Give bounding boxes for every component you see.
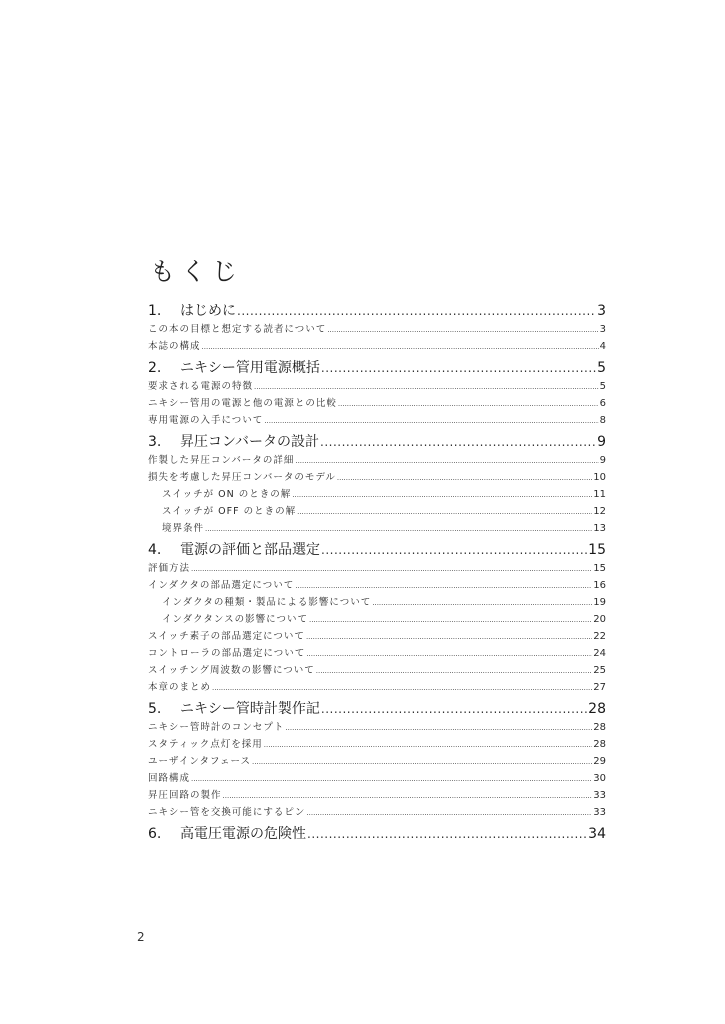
- toc-label: インダクタの部品選定について: [148, 580, 295, 591]
- table-of-contents: [148, 298, 606, 844]
- toc-label: スイッチが ON のときの解: [162, 489, 292, 500]
- dot-leader: [309, 616, 592, 624]
- chapter-number: 5.: [148, 701, 162, 717]
- toc-section[interactable]: [148, 628, 606, 645]
- dot-leader: [321, 702, 587, 716]
- dot-leader: [306, 809, 592, 817]
- toc-label: スイッチング周波数の影響について: [148, 665, 315, 676]
- toc-page: 16: [593, 580, 606, 591]
- toc-label: スタティック点灯を採用: [148, 739, 263, 750]
- toc-page: 9: [599, 455, 606, 466]
- toc-section[interactable]: [148, 662, 606, 679]
- dot-leader: [306, 633, 592, 641]
- toc-page: 3: [599, 324, 606, 335]
- dot-leader: [306, 650, 592, 658]
- toc-label: 電源の評価と部品選定: [180, 542, 320, 558]
- dot-leader: [202, 343, 599, 351]
- toc-chapter-2[interactable]: [148, 357, 606, 378]
- toc-page: 28: [593, 739, 606, 750]
- toc-label: スイッチが OFF のときの解: [162, 506, 297, 517]
- toc-section[interactable]: [148, 577, 606, 594]
- page-title: もくじ: [150, 257, 244, 286]
- dot-leader: [191, 775, 592, 783]
- toc-subsection[interactable]: [148, 486, 606, 503]
- toc-page: 15: [588, 542, 606, 558]
- toc-subsection[interactable]: [148, 594, 606, 611]
- dot-leader: [338, 400, 599, 408]
- toc-subsection[interactable]: [148, 611, 606, 628]
- toc-label: 境界条件: [162, 523, 205, 534]
- toc-label: ニキシー管時計のコンセプト: [148, 722, 285, 733]
- toc-label: 昇圧コンバータの設計: [180, 434, 320, 450]
- toc-label: ニキシー管時計製作記: [180, 701, 320, 717]
- toc-label: 損失を考慮した昇圧コンバータのモデル: [148, 472, 336, 483]
- toc-section[interactable]: [148, 804, 606, 821]
- toc-chapter-3[interactable]: [148, 431, 606, 452]
- dot-leader: [252, 758, 592, 766]
- toc-section[interactable]: [148, 321, 606, 338]
- toc-section[interactable]: [148, 452, 606, 469]
- dot-leader: [295, 457, 598, 465]
- dot-leader: [372, 599, 592, 607]
- toc-section[interactable]: [148, 412, 606, 429]
- toc-chapter-5[interactable]: [148, 698, 606, 719]
- toc-section[interactable]: [148, 378, 606, 395]
- dot-leader: [321, 543, 587, 557]
- toc-page: 27: [593, 682, 606, 693]
- toc-page: 24: [593, 648, 606, 659]
- chapter-number: 4.: [148, 542, 162, 558]
- dot-leader: [292, 491, 592, 499]
- toc-section[interactable]: [148, 679, 606, 696]
- chapter-number: 3.: [148, 434, 162, 450]
- dot-leader: [264, 741, 593, 749]
- dot-leader: [307, 827, 587, 841]
- toc-page: 4: [599, 341, 606, 352]
- dot-leader: [191, 565, 592, 573]
- toc-section[interactable]: [148, 736, 606, 753]
- toc-page: 25: [593, 665, 606, 676]
- toc-label: 本誌の構成: [148, 341, 201, 352]
- toc-section[interactable]: [148, 395, 606, 412]
- toc-page: 28: [593, 722, 606, 733]
- toc-section[interactable]: [148, 560, 606, 577]
- toc-label: この本の目標と想定する読者について: [148, 324, 327, 335]
- dot-leader: [212, 684, 592, 692]
- toc-label: 作製した昇圧コンバータの詳細: [148, 455, 295, 466]
- dot-leader: [264, 417, 598, 425]
- toc-label: 回路構成: [148, 773, 191, 784]
- dot-leader: [327, 326, 598, 334]
- toc-label: インダクタの種類・製品による影響について: [162, 597, 372, 608]
- toc-page: 34: [588, 826, 606, 842]
- toc-section[interactable]: [148, 753, 606, 770]
- page-number: 2: [137, 930, 145, 944]
- toc-chapter-6[interactable]: [148, 823, 606, 844]
- toc-subsection[interactable]: [148, 503, 606, 520]
- dot-leader: [321, 361, 596, 375]
- toc-label: 評価方法: [148, 563, 191, 574]
- toc-section[interactable]: [148, 469, 606, 486]
- toc-label: ユーザインタフェース: [148, 756, 252, 767]
- toc-page: 10: [593, 472, 606, 483]
- dot-leader: [295, 582, 592, 590]
- toc-label: 専用電源の入手について: [148, 415, 264, 426]
- toc-page: 33: [593, 790, 606, 801]
- toc-section[interactable]: [148, 787, 606, 804]
- toc-section[interactable]: [148, 719, 606, 736]
- dot-leader: [297, 508, 592, 516]
- toc-page: 20: [593, 614, 606, 625]
- toc-page: 12: [593, 506, 606, 517]
- toc-page: 5: [599, 381, 606, 392]
- toc-subsection[interactable]: [148, 520, 606, 537]
- toc-label: はじめに: [180, 303, 236, 319]
- toc-page: 19: [593, 597, 606, 608]
- toc-page: 8: [599, 415, 606, 426]
- toc-section[interactable]: [148, 338, 606, 355]
- toc-chapter-4[interactable]: [148, 539, 606, 560]
- toc-page: 9: [597, 434, 606, 450]
- dot-leader: [337, 474, 592, 482]
- toc-page: 22: [593, 631, 606, 642]
- toc-label: スイッチ素子の部品選定について: [148, 631, 305, 642]
- toc-label: ニキシー管用の電源と他の電源との比較: [148, 398, 337, 409]
- toc-page: 33: [593, 807, 606, 818]
- toc-chapter-1[interactable]: [148, 300, 606, 321]
- toc-page: 3: [597, 303, 606, 319]
- toc-page: 6: [599, 398, 606, 409]
- dot-leader: [316, 667, 593, 675]
- toc-page: 29: [593, 756, 606, 767]
- chapter-number: 6.: [148, 826, 162, 842]
- dot-leader: [205, 525, 592, 533]
- toc-section[interactable]: [148, 645, 606, 662]
- dot-leader: [254, 383, 599, 391]
- toc-label: 昇圧回路の製作: [148, 790, 222, 801]
- toc-page: 13: [593, 523, 606, 534]
- toc-label: コントローラの部品選定について: [148, 648, 306, 659]
- toc-section[interactable]: [148, 770, 606, 787]
- dot-leader: [320, 435, 596, 449]
- toc-label: 高電圧電源の危険性: [180, 826, 306, 842]
- chapter-number: 2.: [148, 360, 162, 376]
- toc-page: 5: [597, 360, 606, 376]
- dot-leader: [237, 304, 596, 318]
- toc-label: ニキシー管用電源概括: [180, 360, 320, 376]
- dot-leader: [223, 792, 593, 800]
- chapter-number: 1.: [148, 303, 162, 319]
- toc-page: 28: [588, 701, 606, 717]
- toc-label: 要求される電源の特徴: [148, 381, 254, 392]
- toc-page: 11: [593, 489, 606, 500]
- dot-leader: [285, 724, 592, 732]
- toc-label: ニキシー管を交換可能にするピン: [148, 807, 306, 818]
- toc-label: インダクタンスの影響について: [162, 614, 308, 625]
- toc-page: 15: [593, 563, 606, 574]
- toc-page: 30: [593, 773, 606, 784]
- toc-label: 本章のまとめ: [148, 682, 212, 693]
